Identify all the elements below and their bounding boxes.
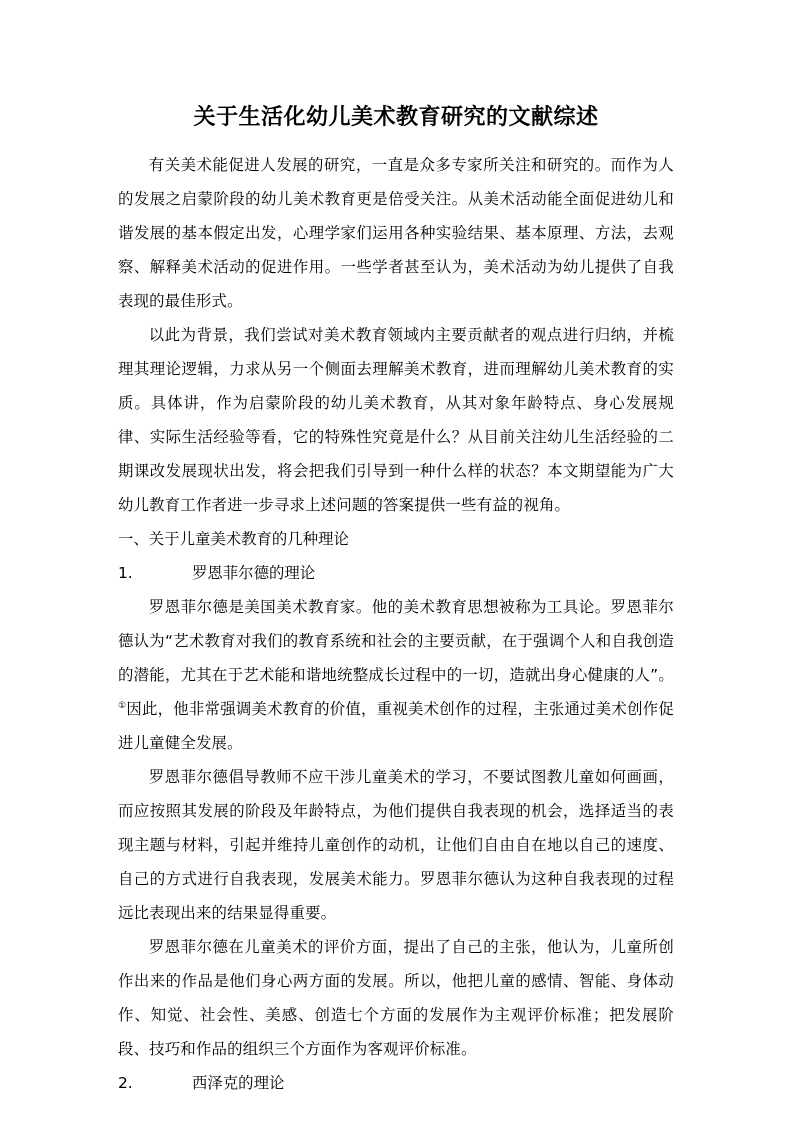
item-number: 1. [118,564,133,582]
item-label: 西泽克的理论 [192,1074,285,1092]
paragraph-text: 因此，他非常强调美术教育的价值，重视美术创作的过程，主张通过美术创作促进儿童健全发展。 [118,700,674,752]
lowenfeld-paragraph-1 [118,590,674,760]
footnote-marker[interactable]: ① [118,701,127,711]
lowenfeld-paragraph-2: 罗恩菲尔德倡导教师不应干涉儿童美术的学习，不要试图教儿童如何画画，而应按照其发展的阶段及年龄特点，为他们提供自我表现的机会，选择适当的表现主题与材料，引起并维持儿童创作的动机，让他们自由自在地以自己的速度、自己的方式进行自我表现，发展美术能力。罗恩菲尔德认为这种自我表现的过程远比表现出来的结果显得重要。 [118,768,674,922]
document-title: 关于生活化幼儿美术教育研究的文献综述 [193,105,599,130]
numbered-item-2 [118,1066,674,1100]
item-label: 罗恩菲尔德的理论 [192,564,316,582]
intro-paragraph-1: 有关美术能促进人发展的研究，一直是众多专家所关注和研究的。而作为人的发展之启蒙阶段的幼儿美术教育更是倍受关注。从美术活动能全面促进幼儿和谐发展的基本假定出发，心理学家们运用各种实验结果、基本原理、方法，去观察、解释美术活动的促进作用。一些学者甚至认为，美术活动为幼儿提供了自我表现的最佳形式。 [118,156,674,310]
paragraph-text: 罗恩菲尔德是美国美术教育家。他的美术教育思想被称为工具论。罗恩菲尔德认为“艺术教育对我们的教育系统和社会的主要贡献，在于强调个人和自我创造的潜能，尤其在于艺术能和谐地统整成长过程中的一切，造就出身心健康的人”。 [118,598,674,684]
section-heading-1: 一、关于儿童美术教育的几种理论 [118,530,349,548]
item-number: 2. [118,1074,133,1092]
numbered-item-1 [118,556,674,590]
lowenfeld-paragraph-3: 罗恩菲尔德在儿童美术的评价方面，提出了自己的主张，他认为，儿童所创作出来的作品是他们身心两方面的发展。所以，他把儿童的感情、智能、身体动作、知觉、社会性、美感、创造七个方面的发展作为主观评价标准；把发展阶段、技巧和作品的组织三个方面作为客观评价标准。 [118,938,674,1058]
intro-paragraph-2: 以此为背景，我们尝试对美术教育领域内主要贡献者的观点进行归纳，并梳理其理论逻辑，力求从另一个侧面去理解美术教育，进而理解幼儿美术教育的实质。具体讲，作为启蒙阶段的幼儿美术教育，从其对象年龄特点、身心发展规律、实际生活经验等看，它的特殊性究竟是什么？从目前关注幼儿生活经验的二期课改发展现状出发，将会把我们引导到一种什么样的状态？本文期望能为广大幼儿教育工作者进一步寻求上述问题的答案提供一些有益的视角。 [118,326,674,514]
document-page [118,98,674,1100]
